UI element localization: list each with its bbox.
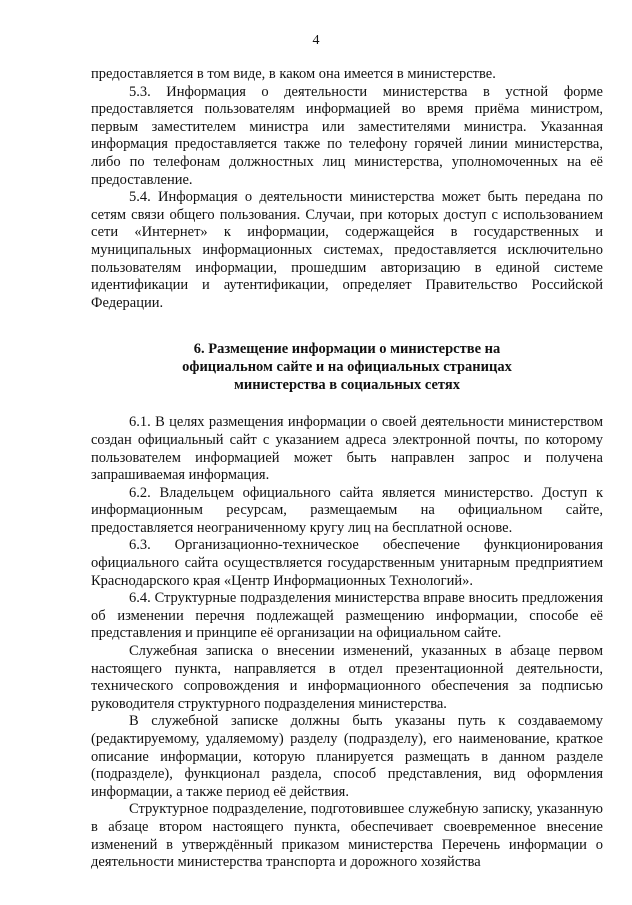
paragraph-6-3: 6.3. Организационно-техническое обеспечение функционирования официального сайта осуществляется государственным унитарным предприятием Краснодарского края «Центр Информационных Технологий».: [91, 537, 603, 589]
paragraph-memo-content: В служебной записке должны быть указаны путь к создаваемому (редактируемому, удаляемому) разделу (подразделу), его наименование, краткое описание информации, которую планируется размещать в данном разделе (подразделе), функционал раздела, способ представления, вид оформления информации, а также период её действия.: [91, 713, 603, 800]
paragraph-memo: Служебная записка о внесении изменений, указанных в абзаце первом настоящего пункта, направляется в отдел презентационной деятельности, технического сопровождения и информационного обеспечения за подписью руководителя структурного подразделения министерства.: [91, 643, 603, 712]
section-heading-line: официальном сайте и на официальных страницах: [182, 359, 512, 376]
paragraph-5-4: 5.4. Информация о деятельности министерства может быть передана по сетям связи общего пользования. Случаи, при которых доступ с использованием сети «Интернет» к информации, содержащейся в государственных и муниципальных информационных системах, предоставляется исключительно пользователям информации, прошедшим авторизацию в единой системе идентификации и аутентификации, определяет Правительство Российской Федерации.: [91, 189, 603, 311]
section-heading: [91, 340, 603, 394]
document-body: [91, 66, 603, 872]
section-heading-line: министерства в социальных сетях: [234, 377, 460, 394]
paragraph-subdivision: Структурное подразделение, подготовившее служебную записку, указанную в абзаце втором настоящего пункта, обеспечивает своевременное внесение изменений в утверждённый приказом министерства Перечень информации о деятельности министерства транспорта и дорожного хозяйства: [91, 801, 603, 871]
page-number: 4: [312, 33, 320, 48]
section-heading-line: 6. Размещение информации о министерстве на: [193, 341, 501, 358]
paragraph-continued: предоставляется в том виде, в каком она имеется в министерстве.: [91, 66, 496, 82]
paragraph-6-2: 6.2. Владельцем официального сайта является министерство. Доступ к информационным ресурсам, размещаемым на официальном сайте, предоставляется неограниченному кругу лиц на бесплатной основе.: [91, 484, 603, 536]
paragraph-5-3: 5.3. Информация о деятельности министерства в устной форме предоставляется пользователям информацией во время приёма министром, первым заместителем министра или заместителями министра. Указанная информация предоставляется также по телефону горячей линии министерства, либо по телефонам должностных лиц министерства, уполномоченных на её предоставление.: [91, 83, 603, 188]
paragraph-6-1: 6.1. В целях размещения информации о своей деятельности министерством создан официальный сайт с указанием адреса электронной почты, по которому пользователем информацией может быть направлен запрос и получена запрашиваемая информация.: [91, 414, 603, 484]
paragraph-6-4: 6.4. Структурные подразделения министерства вправе вносить предложения об изменении перечня подлежащей размещению информации, способе её представления и принципе её организации на официальном сайте.: [91, 590, 603, 642]
